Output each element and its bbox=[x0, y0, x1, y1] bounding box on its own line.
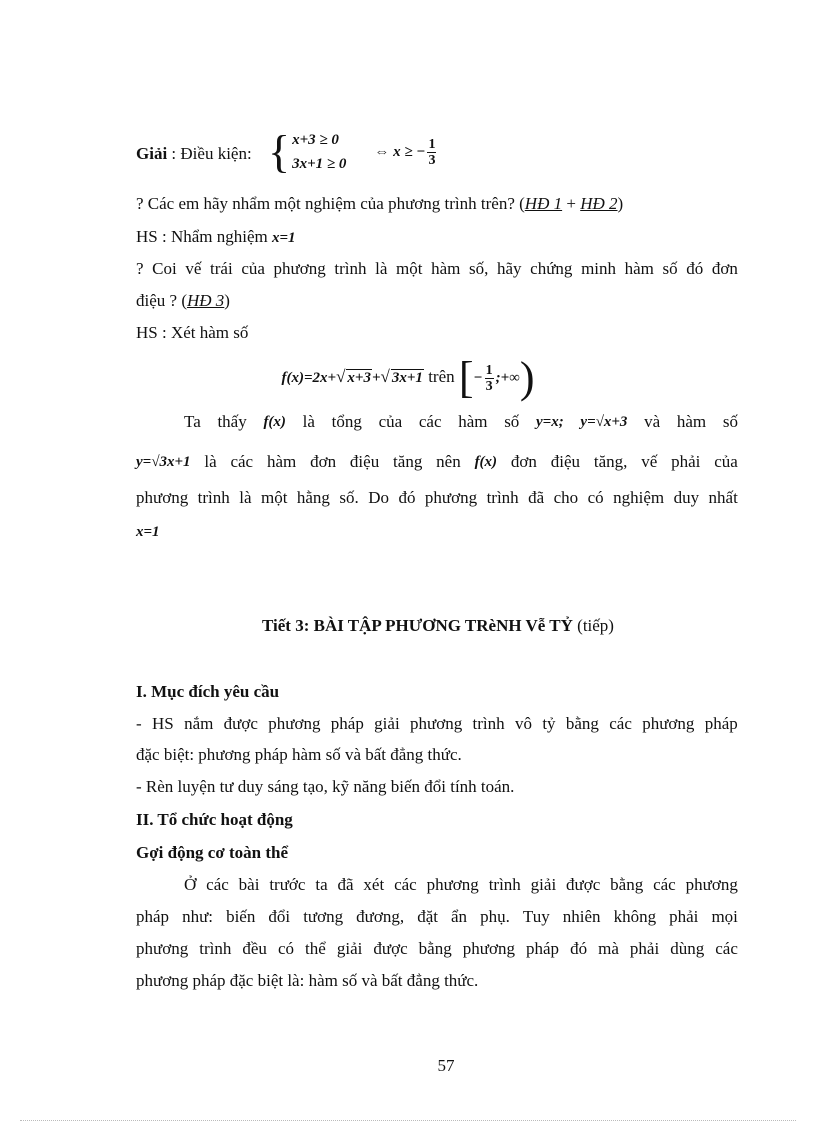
word: thể bbox=[305, 939, 326, 958]
word: điệu bbox=[550, 452, 581, 471]
word: trình bbox=[197, 488, 230, 507]
word: thấy bbox=[217, 412, 247, 431]
word: nhiên bbox=[562, 907, 601, 926]
word: tổng bbox=[331, 412, 362, 431]
word: Ta bbox=[184, 412, 201, 431]
word: của bbox=[378, 412, 403, 431]
word: được bbox=[373, 939, 408, 958]
word: trái bbox=[210, 259, 233, 278]
word: phải bbox=[669, 907, 699, 926]
left-bracket: [ bbox=[458, 353, 474, 402]
condition-system bbox=[268, 128, 438, 176]
word: phương bbox=[685, 875, 738, 894]
interval-minus: − bbox=[473, 369, 483, 386]
word: hàm bbox=[431, 259, 461, 278]
question-1-text: ? Các em hãy nhẩm một nghiệm của phương trình trên? ( bbox=[136, 194, 525, 213]
question-2-line-1 bbox=[136, 257, 738, 281]
system-row-1: x+3 ≥ 0 bbox=[292, 132, 339, 148]
word: giải bbox=[530, 875, 557, 894]
right-paren: ) bbox=[519, 353, 535, 402]
formula-tren: trên bbox=[423, 366, 459, 386]
word: duy bbox=[673, 488, 700, 507]
paragraph-2-line-4: phương pháp đặc biệt là: hàm số và bất đẳng thức. bbox=[136, 971, 479, 990]
word: f(x) bbox=[263, 414, 286, 430]
page-number: 57 bbox=[437, 1056, 455, 1075]
word: trình bbox=[486, 488, 519, 507]
paragraph-1-line-4: x=1 bbox=[136, 524, 160, 540]
word: phương bbox=[410, 714, 463, 733]
radicand-1: x+3 bbox=[347, 369, 371, 386]
word: Do bbox=[368, 488, 389, 507]
paragraph-1-line-2 bbox=[136, 450, 738, 474]
word: các bbox=[230, 452, 254, 471]
word: phải bbox=[671, 452, 701, 471]
word: đều bbox=[242, 939, 267, 958]
word: vế bbox=[641, 452, 658, 471]
word: số bbox=[662, 259, 678, 278]
word: là bbox=[302, 412, 315, 431]
word: vế bbox=[185, 259, 202, 278]
word: bằng bbox=[565, 714, 599, 733]
close-paren-2: ) bbox=[224, 291, 230, 310]
word: dùng bbox=[670, 939, 705, 958]
word: có bbox=[277, 939, 295, 958]
word: hàm bbox=[266, 452, 297, 471]
section-1-heading: I. Mục đích yêu cầu bbox=[136, 682, 280, 701]
word: nắm bbox=[184, 714, 214, 733]
word: nhất bbox=[708, 488, 738, 507]
paragraph-2-line-1 bbox=[184, 873, 738, 897]
word: phụ. bbox=[480, 907, 510, 926]
giai-label: Giải bbox=[136, 144, 168, 163]
word: minh bbox=[581, 259, 617, 278]
word: tăng, bbox=[593, 452, 628, 471]
word: f(x) bbox=[474, 454, 498, 470]
word: trước bbox=[269, 875, 306, 894]
question-1 bbox=[136, 192, 623, 216]
word: đã bbox=[337, 875, 354, 894]
paragraph-2-line-3 bbox=[136, 937, 738, 961]
word: có bbox=[587, 488, 604, 507]
question-2-line-2 bbox=[136, 289, 230, 313]
word: phương bbox=[136, 488, 189, 507]
word: đương, bbox=[356, 907, 405, 926]
word: pháp bbox=[136, 907, 170, 926]
student-answer-2: HS : Xét hàm số bbox=[136, 323, 249, 342]
word: y=√x+3 bbox=[580, 414, 628, 430]
word: giải bbox=[374, 714, 400, 733]
word: không bbox=[613, 907, 657, 926]
word: phương bbox=[424, 488, 478, 507]
word: pháp bbox=[704, 714, 738, 733]
word: Ở bbox=[184, 875, 197, 894]
interval-tail: ;+∞ bbox=[495, 369, 520, 386]
condition-fraction bbox=[427, 137, 436, 168]
word: phương bbox=[136, 939, 189, 958]
student-answer-1 bbox=[136, 225, 296, 250]
paragraph-2-line-2 bbox=[136, 905, 738, 929]
word: pháp bbox=[526, 939, 560, 958]
word: cho bbox=[553, 488, 579, 507]
lesson-title bbox=[30, 616, 816, 636]
word: phải bbox=[629, 939, 660, 958]
word: đã bbox=[528, 488, 545, 507]
hd1-ref: HĐ 1 bbox=[524, 194, 563, 213]
word: của bbox=[714, 452, 738, 471]
word: trình bbox=[488, 875, 521, 894]
word: và bbox=[644, 412, 661, 431]
paragraph-1-line-3 bbox=[136, 486, 738, 510]
word: pháp bbox=[330, 714, 364, 733]
word: một bbox=[396, 259, 423, 278]
word: giải bbox=[336, 939, 363, 958]
word: nên bbox=[436, 452, 461, 471]
footer-divider bbox=[20, 1120, 796, 1121]
formula-plus: + bbox=[371, 369, 381, 386]
student-answer-1-text: HS : Nhẩm nghiệm bbox=[136, 227, 272, 246]
word: biến bbox=[226, 907, 256, 926]
word: trình bbox=[334, 259, 367, 278]
word: các bbox=[394, 875, 417, 894]
word: ta bbox=[315, 875, 328, 894]
condition-equiv: ⇔ x ≥ − bbox=[374, 143, 426, 160]
word: Coi bbox=[152, 259, 177, 278]
word: đơn bbox=[510, 452, 537, 471]
word: được bbox=[566, 875, 601, 894]
section-1-bullet-1-line-2: đặc biệt: phương pháp hàm số và bất đẳng thức. bbox=[136, 745, 462, 764]
word: được bbox=[223, 714, 258, 733]
close-paren: ) bbox=[617, 194, 624, 213]
interval-fraction bbox=[485, 363, 494, 394]
word: là bbox=[204, 452, 217, 471]
word: y=x; bbox=[536, 414, 564, 430]
word: hằng bbox=[296, 488, 330, 507]
word: y=√3x+1 bbox=[136, 454, 191, 470]
word: là bbox=[375, 259, 388, 278]
word: vô bbox=[514, 714, 532, 733]
section-1-bullet-2: - Rèn luyện tư duy sáng tạo, kỹ năng biến đổi tính toán. bbox=[136, 777, 515, 796]
word: phương bbox=[462, 939, 515, 958]
word: đặt bbox=[417, 907, 438, 926]
paragraph-1-line-1 bbox=[184, 410, 738, 434]
sqrt-icon: √ bbox=[380, 366, 390, 386]
word: phương bbox=[268, 714, 321, 733]
function-formula bbox=[0, 353, 816, 402]
word: đó bbox=[570, 939, 588, 958]
word: hãy bbox=[497, 259, 522, 278]
word: số bbox=[504, 412, 520, 431]
word: đơn bbox=[711, 259, 738, 278]
word: - bbox=[136, 714, 142, 733]
sqrt-icon: √ bbox=[336, 366, 346, 386]
condition-text: : Điều kiện: bbox=[167, 144, 252, 163]
section-1-bullet-1-line-1 bbox=[136, 712, 738, 736]
lesson-title-suffix: (tiếp) bbox=[572, 616, 614, 635]
word: số bbox=[722, 412, 738, 431]
word: nghiệm bbox=[613, 488, 665, 507]
word: tăng bbox=[393, 452, 423, 471]
radicand-2: 3x+1 bbox=[391, 369, 423, 386]
word: các bbox=[418, 412, 442, 431]
student-answer-1-math: x=1 bbox=[272, 230, 296, 246]
word: HS bbox=[152, 714, 174, 733]
word: như: bbox=[182, 907, 214, 926]
word: phương bbox=[426, 875, 479, 894]
word: các bbox=[715, 939, 738, 958]
hd2-ref: HĐ 2 bbox=[580, 194, 618, 213]
system-row-2: 3x+1 ≥ 0 bbox=[292, 156, 347, 172]
word: điệu bbox=[349, 452, 380, 471]
word: các bbox=[609, 714, 632, 733]
word: mọi bbox=[711, 907, 738, 926]
word: mà bbox=[598, 939, 619, 958]
word: tương bbox=[303, 907, 344, 926]
word: các bbox=[653, 875, 676, 894]
formula-lhs: f(x)=2x+ bbox=[281, 369, 337, 386]
word: Tuy bbox=[522, 907, 550, 926]
word: các bbox=[206, 875, 229, 894]
condition-frac-den: 3 bbox=[428, 152, 436, 168]
word: bài bbox=[238, 875, 260, 894]
section-2-subheading: Gợi động cơ toàn thể bbox=[136, 843, 289, 862]
word: phương bbox=[273, 259, 326, 278]
interval-frac-den: 3 bbox=[485, 378, 493, 394]
word: hàm bbox=[624, 259, 654, 278]
word: đổi bbox=[268, 907, 291, 926]
condition-frac-num: 1 bbox=[428, 136, 436, 152]
lesson-title-main: Tiết 3: BÀI TẬP PHƯƠNG TRèNH Vễ TỶ bbox=[262, 616, 573, 635]
word: số. bbox=[339, 488, 359, 507]
word: trình bbox=[199, 939, 232, 958]
word: đó bbox=[686, 259, 704, 278]
word: xét bbox=[363, 875, 385, 894]
word: trình bbox=[472, 714, 505, 733]
word: hàm bbox=[676, 412, 707, 431]
word: phương bbox=[642, 714, 695, 733]
word: đơn bbox=[310, 452, 337, 471]
word: đó bbox=[398, 488, 416, 507]
system-brace-icon: { bbox=[268, 126, 291, 177]
question-2-line-2-text: điệu ? ( bbox=[136, 291, 187, 310]
interval-frac-num: 1 bbox=[485, 362, 493, 378]
word: số, bbox=[469, 259, 489, 278]
word: ẩn bbox=[451, 907, 468, 926]
word: tỷ bbox=[542, 714, 556, 733]
section-2-heading: II. Tổ chức hoạt động bbox=[136, 810, 293, 829]
word: hàm bbox=[458, 412, 488, 431]
word: bằng bbox=[610, 875, 644, 894]
word: của bbox=[241, 259, 265, 278]
word: ? bbox=[136, 259, 144, 278]
plus-sign: + bbox=[562, 194, 581, 213]
condition-line bbox=[136, 142, 252, 166]
hd3-ref: HĐ 3 bbox=[186, 291, 225, 310]
word: chứng bbox=[530, 259, 573, 278]
word: là bbox=[239, 488, 252, 507]
word: một bbox=[260, 488, 288, 507]
word: bằng bbox=[418, 939, 452, 958]
